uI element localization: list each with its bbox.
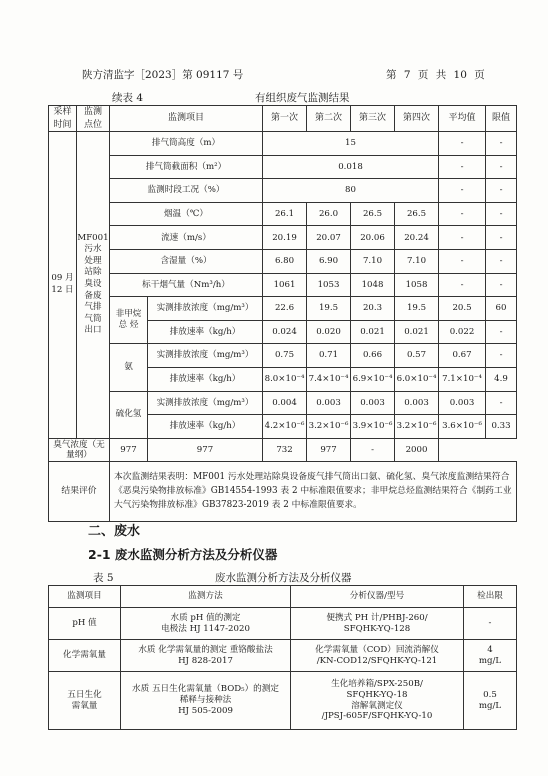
table-row	[49, 179, 517, 203]
cell: 26.1	[263, 202, 307, 226]
cell: 26.5	[351, 202, 395, 226]
cell: 20.19	[263, 226, 307, 250]
cell: 0.024	[263, 320, 307, 344]
table4-title: 有组织废气监测结果	[255, 92, 350, 104]
row-average: 0.003	[439, 391, 486, 415]
table-row	[49, 640, 517, 672]
header-item: 监测项目	[49, 586, 121, 608]
cell: 0.75	[263, 344, 307, 368]
row-limit: -	[464, 608, 517, 640]
row-method: 水质 pH 值的测定 电极法 HJ 1147-2020	[121, 608, 291, 640]
section-title: 二、废水	[88, 524, 141, 539]
cell: 20.24	[395, 226, 439, 250]
cell: 7.10	[395, 249, 439, 273]
row-item: 含湿量（%）	[110, 249, 263, 273]
conclusion-text: 本次监测结果表明：MF001 污水处理站除臭设备废气排气筒出口氨、硫化氢、臭气浓度监测结果符合《恶臭污染物排放标准》GB14554-1993 表 2 中标准限值要求；非甲烷总烃监测结果符合《制药工业大气污染物排放标准》GB37823-2019 表 2 中标准限值要求。	[110, 462, 517, 522]
header-round-3: 第三次	[351, 106, 395, 132]
cell: 26.5	[395, 202, 439, 226]
row-limit: -	[486, 179, 517, 203]
row-instrument: 生化培养箱/SPX-250B/ SFQHK-YQ-18 溶解氧测定仪 /JPSJ-605F/SFQHK-YQ-10	[291, 672, 464, 730]
row-item: 实测排放浓度（mg/m³）	[148, 391, 263, 415]
cell: 7.4×10⁻⁴	[307, 367, 351, 391]
row-item: 排放速率（kg/h）	[148, 367, 263, 391]
cell: 0.57	[395, 344, 439, 368]
cell: 0.66	[351, 344, 395, 368]
row-average: -	[439, 202, 486, 226]
row-limit: -	[486, 320, 517, 344]
wastewater-methods-table	[48, 585, 517, 730]
header-detection-limit: 检出限	[464, 586, 517, 608]
row-average: -	[439, 155, 486, 179]
row-average: -	[439, 273, 486, 297]
table-row	[49, 202, 517, 226]
subsection-title: 2-1 废水监测分析方法及分析仪器	[88, 547, 278, 562]
sampling-date: 09 月 12 日	[49, 132, 77, 439]
conclusion-label: 结果评价	[49, 462, 110, 522]
cell: 0.71	[307, 344, 351, 368]
cell: 977	[110, 438, 148, 462]
cell: 22.6	[263, 297, 307, 321]
cell: 20.3	[351, 297, 395, 321]
row-item: 流速（m/s）	[110, 226, 263, 250]
pollutant-ammonia: 氨	[110, 344, 148, 391]
row-item: 五日生化 需氧量	[49, 672, 121, 730]
cell: 3.2×10⁻⁶	[395, 415, 439, 439]
cell: 6.80	[263, 249, 307, 273]
row-limit: 2000	[395, 438, 439, 462]
row-value: 0.018	[263, 155, 439, 179]
cell: 0.021	[395, 320, 439, 344]
cell: 0.003	[395, 391, 439, 415]
row-method: 水质 化学需氧量的测定 重铬酸盐法 HJ 828-2017	[121, 640, 291, 672]
cell: 977	[148, 438, 263, 462]
header-instrument: 分析仪器/型号	[291, 586, 464, 608]
header-sampling-time: 采样 时间	[49, 106, 77, 132]
row-limit: -	[486, 202, 517, 226]
table-row	[49, 438, 517, 462]
row-average: -	[351, 438, 395, 462]
page-number: 第 7 页 共 10 页	[386, 69, 485, 81]
cell: 19.5	[395, 297, 439, 321]
row-limit: -	[486, 273, 517, 297]
table-row	[49, 391, 517, 415]
cell: 7.10	[351, 249, 395, 273]
table-row	[49, 608, 517, 640]
row-limit: 60	[486, 297, 517, 321]
cell: 1048	[351, 273, 395, 297]
header-monitoring-point: 监测 点位	[77, 106, 110, 132]
row-limit: 4.9	[486, 367, 517, 391]
row-value: 15	[263, 132, 439, 156]
header-round-4: 第四次	[395, 106, 439, 132]
header-round-1: 第一次	[263, 106, 307, 132]
row-limit: -	[486, 344, 517, 368]
cell: 1058	[395, 273, 439, 297]
header-average: 平均值	[439, 106, 486, 132]
table4-label: 续表 4	[112, 92, 144, 104]
cell: 1061	[263, 273, 307, 297]
report-number: 陕方清监字［2023］第 09117 号	[82, 69, 244, 81]
table-row	[49, 132, 517, 156]
row-item: 臭气浓度（无量纲）	[49, 438, 110, 462]
row-limit: -	[486, 249, 517, 273]
row-limit: 0.5 mg/L	[464, 672, 517, 730]
cell: 0.004	[263, 391, 307, 415]
row-limit: 4 mg/L	[464, 640, 517, 672]
monitoring-point-name: MF001 污水 处理 站除 臭设 备废 气排 气筒 出口	[77, 132, 110, 439]
row-item: 实测排放浓度（mg/m³）	[148, 344, 263, 368]
cell: 6.9×10⁻⁴	[351, 367, 395, 391]
row-item: 监测时段工况（%）	[110, 179, 263, 203]
row-instrument: 化学需氧量（COD）回流消解仪 /KN-COD12/SFQHK-YQ-121	[291, 640, 464, 672]
row-item: 实测排放浓度（mg/m³）	[148, 297, 263, 321]
table-row	[49, 672, 517, 730]
table-row	[49, 273, 517, 297]
row-average: 7.1×10⁻⁴	[439, 367, 486, 391]
header-item: 监测项目	[110, 106, 263, 132]
row-limit: -	[486, 226, 517, 250]
table5-label: 表 5	[93, 572, 114, 584]
row-instrument: 便携式 PH 计/PHBJ-260/ SFQHK-YQ-128	[291, 608, 464, 640]
row-average: -	[439, 249, 486, 273]
row-limit: 0.33	[486, 415, 517, 439]
table-row	[49, 226, 517, 250]
cell: 0.021	[351, 320, 395, 344]
cell: 3.9×10⁻⁶	[351, 415, 395, 439]
pollutant-nmhc: 非甲烷 总 烃	[110, 297, 148, 344]
row-average: 20.5	[439, 297, 486, 321]
row-average: -	[439, 226, 486, 250]
conclusion-row	[49, 462, 517, 522]
row-item: 排气筒截面积（m²）	[110, 155, 263, 179]
row-limit: -	[486, 132, 517, 156]
row-limit: -	[486, 155, 517, 179]
table-row	[49, 344, 517, 368]
cell: 8.0×10⁻⁴	[263, 367, 307, 391]
header-round-2: 第二次	[307, 106, 351, 132]
row-item: pH 值	[49, 608, 121, 640]
cell: 0.003	[351, 391, 395, 415]
cell: 3.2×10⁻⁶	[307, 415, 351, 439]
row-average: 0.022	[439, 320, 486, 344]
cell: 977	[307, 438, 351, 462]
cell: 732	[263, 438, 307, 462]
pollutant-h2s: 硫化氢	[110, 391, 148, 438]
row-item: 烟温（℃）	[110, 202, 263, 226]
row-method: 水质 五日生化需氧量（BOD₅）的测定 稀释与接种法 HJ 505-2009	[121, 672, 291, 730]
table-header-row	[49, 106, 517, 132]
header-limit: 限值	[486, 106, 517, 132]
row-item: 化学需氧量	[49, 640, 121, 672]
cell: 19.5	[307, 297, 351, 321]
row-item: 排放速率（kg/h）	[148, 415, 263, 439]
cell: 4.2×10⁻⁶	[263, 415, 307, 439]
row-value: 80	[263, 179, 439, 203]
table-row	[49, 249, 517, 273]
row-average: 0.67	[439, 344, 486, 368]
table-header-row	[49, 586, 517, 608]
header-method: 监测方法	[121, 586, 291, 608]
cell: 26.0	[307, 202, 351, 226]
exhaust-gas-results-table	[48, 105, 517, 522]
row-limit: -	[486, 391, 517, 415]
cell: 20.07	[307, 226, 351, 250]
cell: 6.90	[307, 249, 351, 273]
cell: 0.020	[307, 320, 351, 344]
row-item: 排气筒高度（m）	[110, 132, 263, 156]
cell: 0.003	[307, 391, 351, 415]
table5-title: 废水监测分析方法及分析仪器	[215, 572, 352, 584]
cell: 6.0×10⁻⁴	[395, 367, 439, 391]
table-row	[49, 297, 517, 321]
table-row	[49, 155, 517, 179]
row-average: -	[439, 132, 486, 156]
cell: 1053	[307, 273, 351, 297]
row-average: 3.6×10⁻⁶	[439, 415, 486, 439]
row-average: -	[439, 179, 486, 203]
cell: 20.06	[351, 226, 395, 250]
row-item: 排放速率（kg/h）	[148, 320, 263, 344]
row-item: 标干烟气量（Nm³/h）	[110, 273, 263, 297]
